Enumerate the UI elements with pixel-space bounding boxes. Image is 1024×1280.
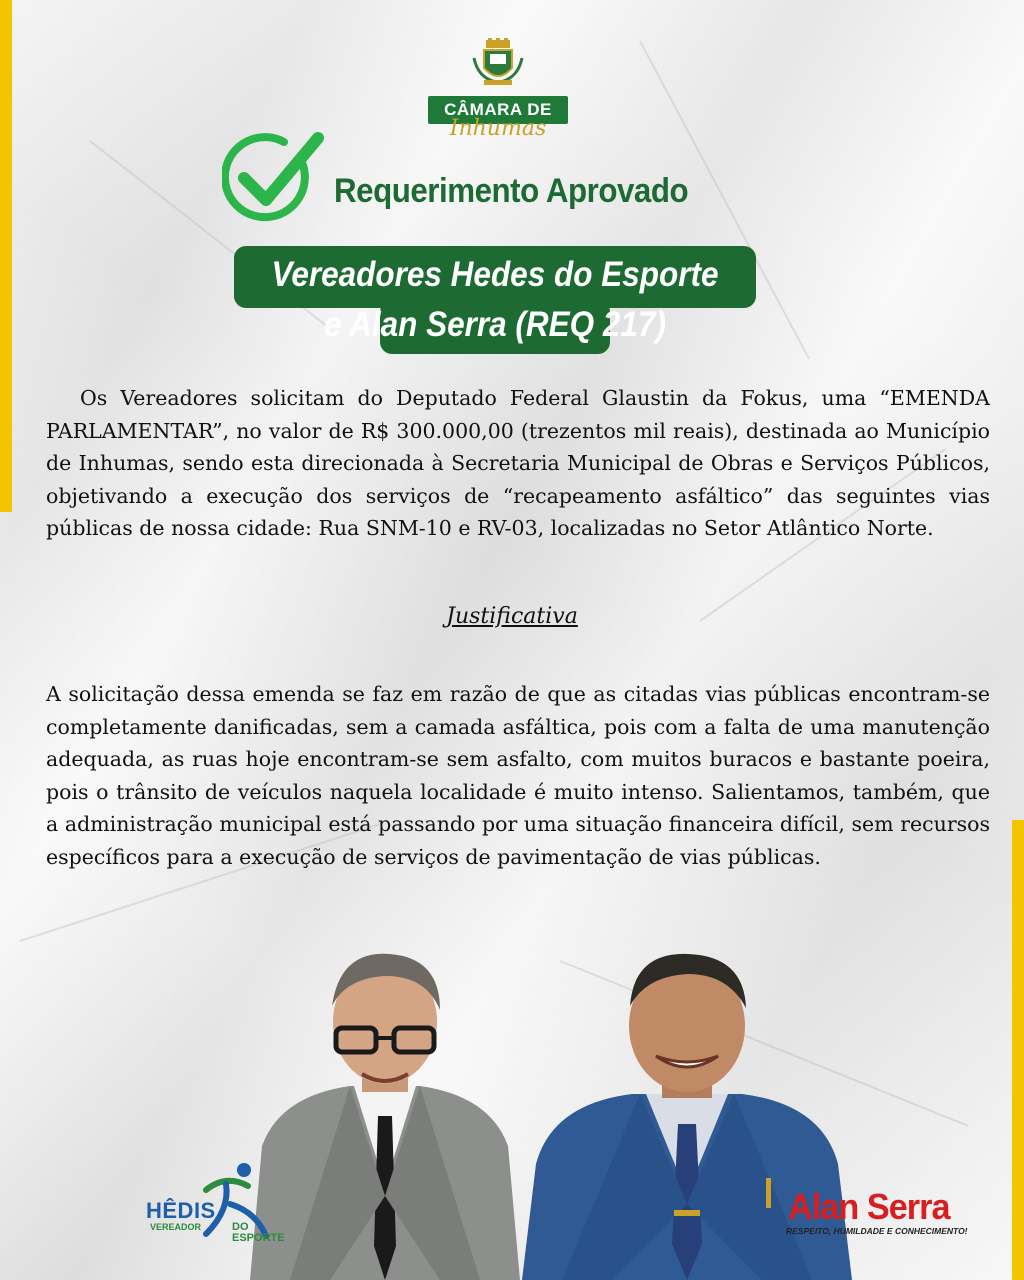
camara-city: Inhumas <box>449 116 547 141</box>
justification-title: Justificativa <box>446 604 578 629</box>
yellow-accent-bar-right <box>1012 820 1024 1280</box>
hedis-logo-name: HÊDIS <box>146 1198 216 1223</box>
justification-paragraph: A solicitação dessa emenda se faz em razão de que as citadas vias públicas encontram-se completamente danificadas, sem a camada asfáltica, pois com a falta de uma manutenção adequada, as ruas hoje encontram-se sem asfalto, com muitos buracos e bastante poeira, pois o trânsito de veículos naquela localidade é muito intenso. Salientamos, também, que a administração municipal está passando por uma situação financeira difícil, sem recursos específicos para a execução de serviços de pavimentação de vias públicas. <box>46 682 990 869</box>
alan-serra-logo <box>782 1186 982 1246</box>
camara-logo <box>428 96 568 148</box>
request-paragraph: Os Vereadores solicitam do Deputado Federal Glaustin da Fokus, uma “EMENDA PARLAMENTAR”, no valor de R$ 300.000,00 (trezentos mil reais), destinada ao Município de Inhumas, sendo esta direcionada à Secretaria Municipal de Obras e Serviços Públicos, objetivando a execução dos serviços de “recapeamento asfáltico” das seguintes vias públicas de nossa cidade: Rua SNM-10 e RV-03, localizadas no Setor Atlântico Norte. <box>46 386 990 540</box>
hedis-logo <box>146 1160 296 1244</box>
city-crest-icon <box>472 38 524 88</box>
alan-logo-name: Alan Serra <box>788 1186 950 1227</box>
hedis-logo-sub-right: DO ESPORTE <box>232 1221 285 1244</box>
hedis-logo-sub-left: VEREADOR <box>150 1222 202 1232</box>
alan-logo-slogan: RESPEITO, HUMILDADE E CONHECIMENTO! <box>786 1226 968 1236</box>
yellow-accent-bar-left <box>0 0 12 512</box>
check-icon <box>222 132 324 224</box>
banner-title: Vereadores Hedes do Esporte e Alan Serra (REQ 217) <box>271 255 719 344</box>
status-title: Requerimento Aprovado <box>334 172 689 210</box>
camara-label: CÂMARA DE <box>428 96 568 124</box>
